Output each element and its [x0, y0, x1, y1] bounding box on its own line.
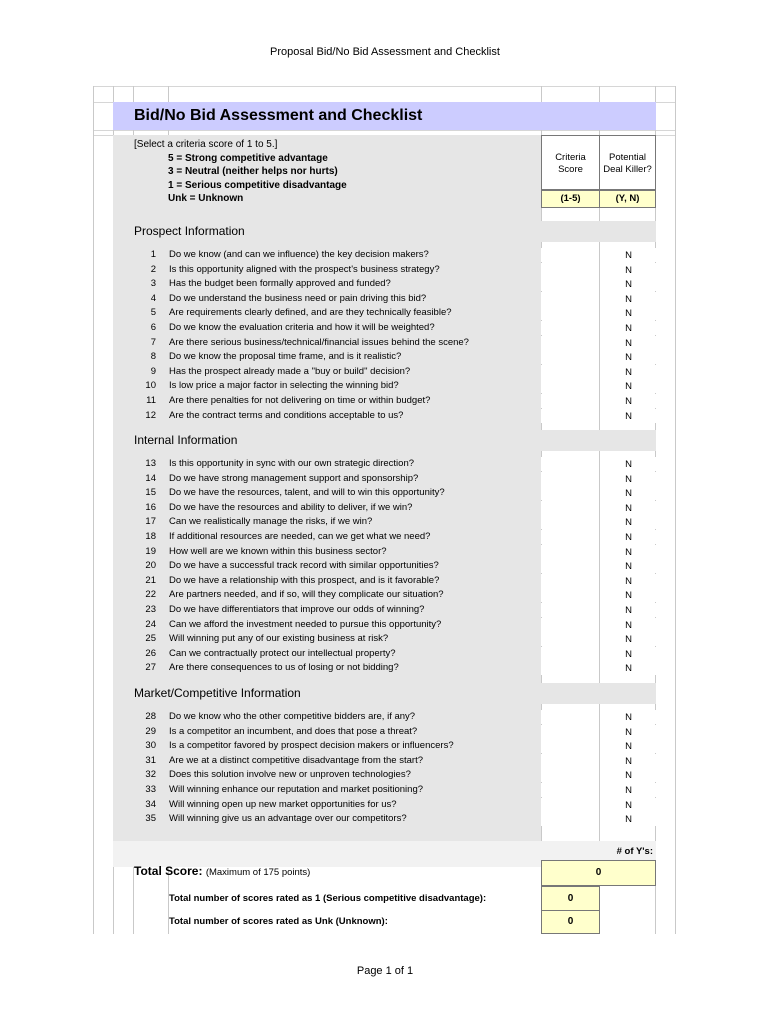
- criteria-score-input[interactable]: [541, 321, 599, 335]
- question-number: 9: [150, 365, 156, 377]
- deal-killer-cell[interactable]: N: [601, 783, 656, 797]
- question-text: Are requirements clearly defined, and are they technically feasible?: [169, 307, 452, 319]
- question-text: Is this opportunity in sync with our own strategic direction?: [169, 458, 415, 469]
- criteria-score-input[interactable]: [541, 336, 599, 350]
- question-number: 27: [145, 662, 156, 674]
- question-row: [113, 574, 656, 589]
- question-number: 20: [145, 560, 156, 572]
- question-row: [113, 754, 656, 769]
- section-title: Internal Information: [134, 433, 238, 447]
- deal-killer-cell[interactable]: N: [601, 725, 656, 739]
- summary-label-1: Total number of scores rated as 1 (Serious competitive disadvantage):: [169, 893, 487, 904]
- criteria-score-input[interactable]: [541, 768, 599, 782]
- spreadsheet: [93, 86, 676, 934]
- question-text: Are there penalties for not delivering on time or within budget?: [169, 395, 431, 406]
- question-row: [113, 350, 656, 365]
- question-number: 28: [145, 711, 156, 722]
- deal-killer-cell[interactable]: N: [601, 277, 656, 291]
- question-number: 22: [145, 589, 156, 601]
- criteria-score-input[interactable]: [541, 263, 599, 277]
- question-row: [113, 661, 656, 676]
- question-text: Is low price a major factor in selecting the winning bid?: [169, 380, 399, 392]
- question-number: 2: [150, 263, 156, 275]
- criteria-score-input[interactable]: [541, 812, 599, 826]
- question-text: Do we have the resources and ability to deliver, if we win?: [169, 501, 413, 513]
- total-score-label: Total Score: (Maximum of 175 points): [134, 864, 311, 878]
- question-row: [113, 394, 656, 409]
- question-row: [113, 515, 656, 530]
- question-row: [113, 725, 656, 740]
- criteria-score-input[interactable]: [541, 365, 599, 379]
- deal-killer-cell[interactable]: N: [601, 486, 656, 500]
- instruction-line: 5 = Strong competitive advantage: [168, 152, 328, 164]
- criteria-score-input[interactable]: [541, 739, 599, 753]
- question-text: Do we know the evaluation criteria and how it will be weighted?: [169, 322, 435, 333]
- question-number: 1: [150, 249, 156, 260]
- summary-label-2: Total number of scores rated as Unk (Unknown):: [169, 916, 388, 927]
- question-text: Is a competitor an incumbent, and does that pose a threat?: [169, 725, 418, 737]
- criteria-score-input[interactable]: [541, 530, 599, 544]
- question-row: [113, 798, 656, 813]
- question-number: 12: [145, 409, 156, 421]
- question-text: Is a competitor favored by prospect decision makers or influencers?: [169, 740, 454, 752]
- question-row: [113, 248, 656, 263]
- instruction-line: 1 = Serious competitive disadvantage: [168, 179, 347, 191]
- question-number: 25: [145, 633, 156, 645]
- criteria-score-input[interactable]: [541, 798, 599, 812]
- deal-killer-cell[interactable]: N: [601, 530, 656, 544]
- question-number: 5: [150, 307, 156, 319]
- question-number: 6: [150, 322, 156, 333]
- criteria-score-input[interactable]: [541, 501, 599, 515]
- question-text: Will winning enhance our reputation and market positioning?: [169, 784, 424, 795]
- criteria-score-input[interactable]: [541, 725, 599, 739]
- criteria-score-input[interactable]: [541, 515, 599, 529]
- question-row: [113, 812, 656, 827]
- question-row: [113, 306, 656, 321]
- deal-killer-cell[interactable]: N: [601, 618, 656, 632]
- page-footer: Page 1 of 1: [356, 965, 414, 977]
- question-text: Do we know who the other competitive bidders are, if any?: [169, 711, 416, 722]
- question-text: Are there consequences to us of losing or not bidding?: [169, 662, 399, 674]
- criteria-score-input[interactable]: [541, 588, 599, 602]
- question-number: 16: [145, 501, 156, 513]
- question-row: [113, 336, 656, 351]
- question-number: 3: [150, 278, 156, 290]
- criteria-score-input[interactable]: [541, 457, 599, 471]
- question-number: 7: [150, 336, 156, 348]
- question-number: 10: [145, 380, 156, 392]
- deal-killer-cell[interactable]: N: [601, 501, 656, 515]
- question-number: 18: [145, 531, 156, 542]
- deal-killer-header: Potential Deal Killer?: [599, 135, 656, 190]
- criteria-score-input[interactable]: [541, 618, 599, 632]
- deal-killer-cell[interactable]: N: [601, 457, 656, 471]
- question-row: [113, 277, 656, 292]
- criteria-score-input[interactable]: [541, 710, 599, 724]
- question-row: [113, 647, 656, 662]
- question-number: 17: [145, 516, 156, 528]
- sheet-title: Bid/No Bid Assessment and Checklist: [134, 107, 423, 124]
- question-text: Has the budget been formally approved and funded?: [169, 278, 391, 290]
- deal-killer-cell[interactable]: N: [601, 515, 656, 529]
- deal-killer-cell[interactable]: N: [601, 321, 656, 335]
- question-row: [113, 768, 656, 783]
- question-text: Is this opportunity aligned with the prospect's business strategy?: [169, 263, 440, 275]
- question-row: [113, 321, 656, 336]
- question-row: [113, 292, 656, 307]
- question-row: [113, 632, 656, 647]
- question-text: Do we have the resources, talent, and will to win this opportunity?: [169, 487, 445, 499]
- question-row: [113, 783, 656, 798]
- question-number: 34: [145, 798, 156, 810]
- deal-killer-cell[interactable]: N: [601, 365, 656, 379]
- question-number: 4: [150, 292, 156, 304]
- deal-killer-cell[interactable]: N: [601, 379, 656, 393]
- question-row: [113, 409, 656, 424]
- deal-killer-cell[interactable]: N: [601, 603, 656, 617]
- question-row: [113, 739, 656, 754]
- question-number: 23: [145, 604, 156, 615]
- deal-killer-cell[interactable]: N: [601, 632, 656, 646]
- deal-killer-cell[interactable]: N: [601, 661, 656, 675]
- criteria-score-input[interactable]: [541, 603, 599, 617]
- question-text: Can we afford the investment needed to pursue this opportunity?: [169, 618, 442, 630]
- total-score-value: 0: [541, 860, 656, 886]
- page-header: Proposal Bid/No Bid Assessment and Checklist: [270, 46, 500, 58]
- question-text: Are there serious business/technical/financial issues behind the scene?: [169, 336, 469, 348]
- criteria-score-input[interactable]: [541, 394, 599, 408]
- deal-killer-cell[interactable]: N: [601, 248, 656, 262]
- question-row: [113, 472, 656, 487]
- question-row: [113, 365, 656, 380]
- question-text: Can we contractually protect our intellectual property?: [169, 647, 396, 659]
- deal-killer-cell[interactable]: N: [601, 292, 656, 306]
- question-number: 14: [145, 472, 156, 484]
- criteria-score-input[interactable]: [541, 632, 599, 646]
- question-number: 24: [145, 618, 156, 630]
- question-text: How well are we known within this business sector?: [169, 545, 387, 557]
- question-text: Are we at a distinct competitive disadvantage from the start?: [169, 754, 423, 766]
- question-text: Do we know the proposal time frame, and is it realistic?: [169, 351, 402, 363]
- criteria-score-header: Criteria Score: [541, 135, 600, 190]
- criteria-score-input[interactable]: [541, 306, 599, 320]
- question-number: 26: [145, 647, 156, 659]
- deal-range-label: (Y, N): [599, 190, 656, 208]
- question-number: 29: [145, 725, 156, 737]
- question-text: Can we realistically manage the risks, if we win?: [169, 516, 373, 528]
- criteria-score-input[interactable]: [541, 574, 599, 588]
- question-number: 19: [145, 545, 156, 557]
- criteria-range-label: (1-5): [541, 190, 600, 208]
- summary-value-2: 0: [541, 910, 600, 934]
- deal-killer-cell[interactable]: N: [601, 647, 656, 661]
- question-number: 15: [145, 487, 156, 499]
- question-text: Will winning put any of our existing business at risk?: [169, 633, 389, 645]
- criteria-score-input[interactable]: [541, 559, 599, 573]
- criteria-score-input[interactable]: [541, 486, 599, 500]
- instructions: [134, 138, 347, 206]
- question-text: Do we have a successful track record with similar opportunities?: [169, 560, 439, 572]
- question-row: [113, 486, 656, 501]
- criteria-score-input[interactable]: [541, 647, 599, 661]
- criteria-score-input[interactable]: [541, 292, 599, 306]
- question-row: [113, 457, 656, 472]
- deal-killer-cell[interactable]: N: [601, 768, 656, 782]
- criteria-score-input[interactable]: [541, 379, 599, 393]
- question-text: Are the contract terms and conditions acceptable to us?: [169, 409, 404, 421]
- question-text: Do we have strong management support and sponsorship?: [169, 472, 419, 484]
- question-number: 13: [145, 458, 156, 469]
- yes-count-label: # of Y's:: [616, 846, 653, 857]
- question-row: [113, 559, 656, 574]
- question-text: Do we know (and can we influence) the key decision makers?: [169, 249, 429, 260]
- deal-killer-cell[interactable]: N: [601, 754, 656, 768]
- question-row: [113, 588, 656, 603]
- question-number: 33: [145, 784, 156, 795]
- question-row: [113, 379, 656, 394]
- section-title: Prospect Information: [134, 224, 245, 238]
- question-text: Will winning open up new market opportunities for us?: [169, 798, 397, 810]
- summary-value-1: 0: [541, 886, 600, 912]
- instruction-line: Unk = Unknown: [168, 193, 244, 204]
- instructions-intro: [Select a criteria score of 1 to 5.]: [134, 139, 278, 150]
- deal-killer-cell[interactable]: N: [601, 350, 656, 364]
- deal-killer-cell[interactable]: N: [601, 812, 656, 826]
- question-text: Will winning give us an advantage over our competitors?: [169, 813, 407, 825]
- deal-killer-cell[interactable]: N: [601, 559, 656, 573]
- question-number: 8: [150, 351, 156, 363]
- deal-killer-cell[interactable]: N: [601, 710, 656, 724]
- question-number: 32: [145, 769, 156, 781]
- question-text: Do we have differentiators that improve our odds of winning?: [169, 604, 425, 615]
- deal-killer-cell[interactable]: N: [601, 472, 656, 486]
- question-row: [113, 501, 656, 516]
- deal-killer-cell[interactable]: N: [601, 263, 656, 277]
- deal-killer-cell[interactable]: N: [601, 306, 656, 320]
- criteria-score-input[interactable]: [541, 783, 599, 797]
- criteria-score-input[interactable]: [541, 661, 599, 675]
- deal-killer-cell[interactable]: N: [601, 545, 656, 559]
- question-number: 21: [145, 574, 156, 586]
- instruction-line: 3 = Neutral (neither helps nor hurts): [168, 166, 338, 177]
- question-text: Do we have a relationship with this prospect, and is it favorable?: [169, 574, 440, 586]
- question-text: Are partners needed, and if so, will they complicate our situation?: [169, 589, 444, 601]
- question-row: [113, 618, 656, 633]
- deal-killer-cell[interactable]: N: [601, 336, 656, 350]
- question-number: 35: [145, 813, 156, 825]
- criteria-score-input[interactable]: [541, 545, 599, 559]
- question-row: [113, 545, 656, 560]
- criteria-score-input[interactable]: [541, 248, 599, 262]
- question-text: Has the prospect already made a "buy or build" decision?: [169, 365, 411, 377]
- criteria-score-input[interactable]: [541, 409, 599, 423]
- question-row: [113, 263, 656, 278]
- criteria-score-input[interactable]: [541, 277, 599, 291]
- deal-killer-cell[interactable]: N: [601, 588, 656, 602]
- criteria-score-input[interactable]: [541, 754, 599, 768]
- criteria-score-input[interactable]: [541, 350, 599, 364]
- question-text: Does this solution involve new or unproven technologies?: [169, 769, 411, 781]
- question-row: [113, 530, 656, 545]
- deal-killer-cell[interactable]: N: [601, 798, 656, 812]
- deal-killer-cell[interactable]: N: [601, 409, 656, 423]
- question-number: 30: [145, 740, 156, 752]
- question-row: [113, 710, 656, 725]
- question-text: If additional resources are needed, can we get what we need?: [169, 531, 431, 542]
- question-number: 31: [145, 754, 156, 766]
- question-row: [113, 603, 656, 618]
- deal-killer-cell[interactable]: N: [601, 739, 656, 753]
- section-title: Market/Competitive Information: [134, 686, 301, 700]
- deal-killer-cell[interactable]: N: [601, 394, 656, 408]
- deal-killer-cell[interactable]: N: [601, 574, 656, 588]
- question-number: 11: [146, 395, 156, 406]
- question-text: Do we understand the business need or pain driving this bid?: [169, 292, 427, 304]
- criteria-score-input[interactable]: [541, 472, 599, 486]
